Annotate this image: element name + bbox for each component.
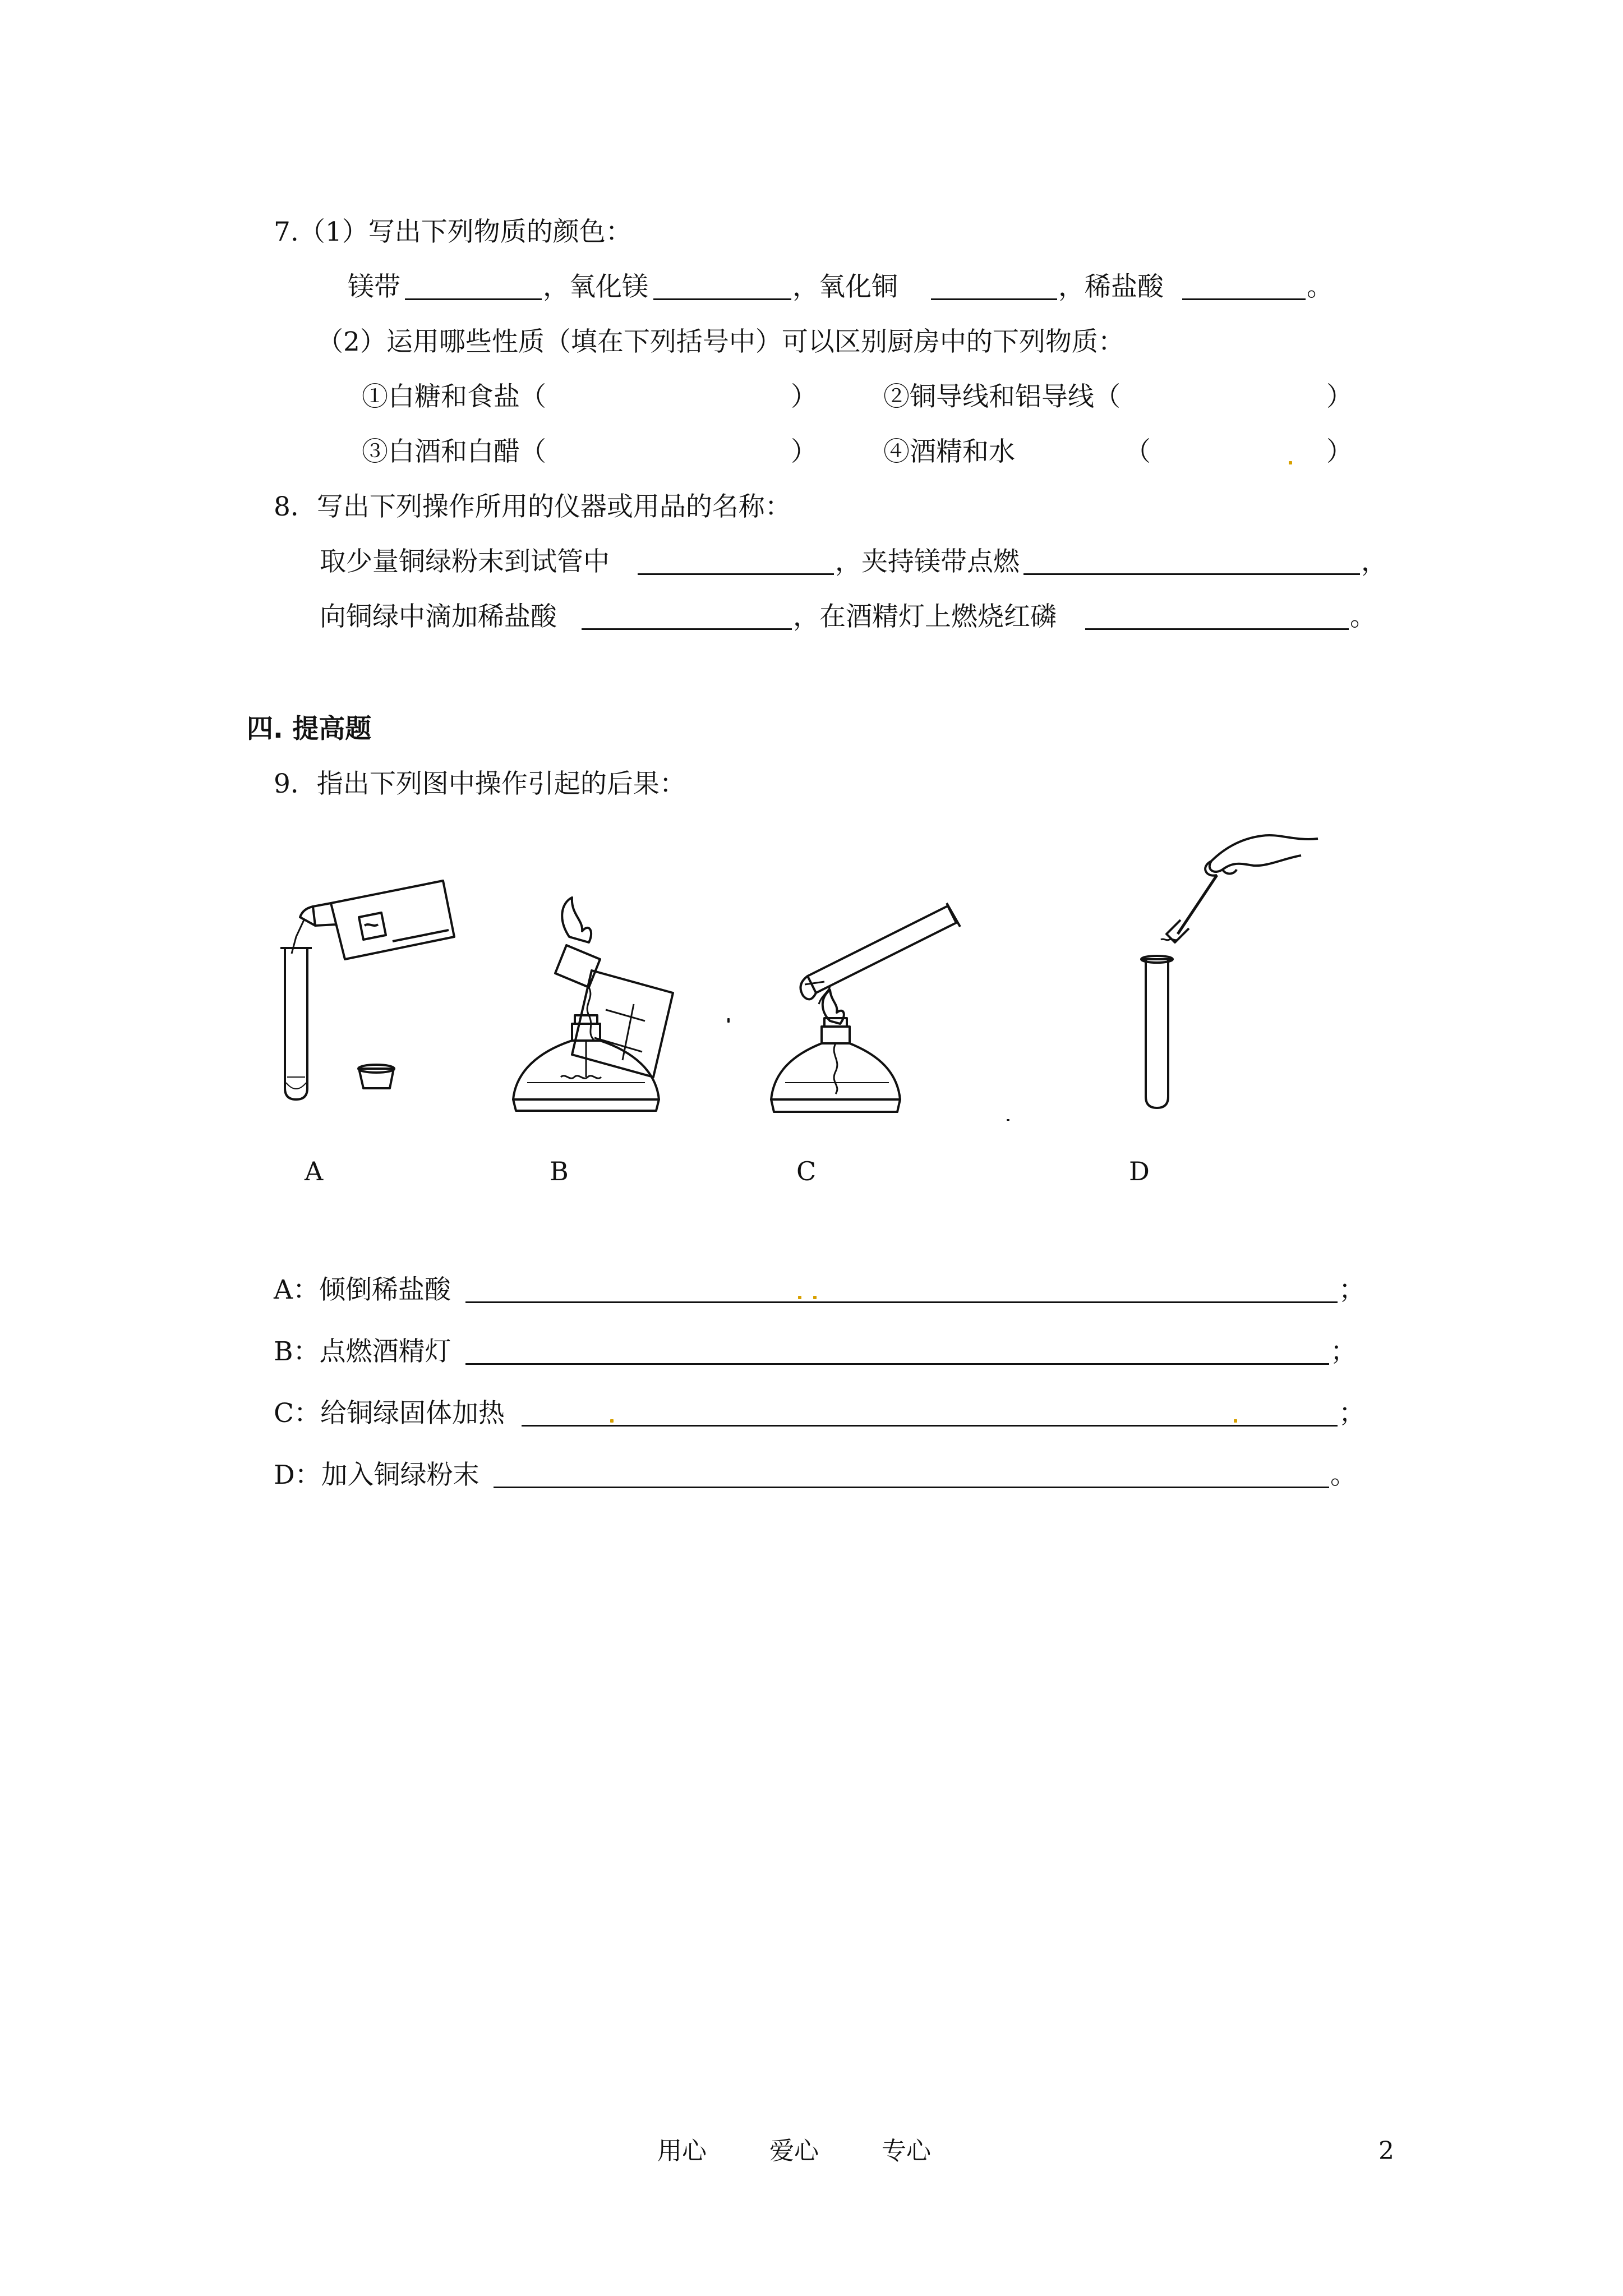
op-4-end: 。 (1350, 601, 1376, 632)
mark-1 (727, 1018, 730, 1023)
color-label-cuo: ，氧化铜 (792, 272, 898, 302)
answer-b-end: ； (1330, 1336, 1357, 1367)
blank-op-3[interactable] (582, 628, 792, 630)
pair-3-label: ③白酒和白醋（ (362, 436, 546, 467)
answer-a-label: A：倾倒稀盐酸 (274, 1274, 451, 1305)
speck (610, 1419, 614, 1423)
blank-op-1[interactable] (638, 573, 834, 575)
color-label-mgo: ，氧化镁 (543, 272, 648, 302)
answer-d-label: D：加入铜绿粉末 (274, 1460, 479, 1490)
figure-a-pouring (275, 841, 460, 1111)
q8-intro: 8．写出下列操作所用的仪器或用品的名称： (274, 491, 791, 522)
pair-2-label: ②铜导线和铝导线（ (883, 381, 1121, 412)
blank-op-2[interactable] (1023, 573, 1360, 575)
q7-part2: （2）运用哪些性质（填在下列括号中）可以区别厨房中的下列物质： (317, 326, 1124, 357)
blank-cuo[interactable] (931, 298, 1057, 300)
answer-c-end: ； (1339, 1398, 1365, 1429)
pair-2-close: ） (1326, 381, 1353, 412)
answer-c-label: C：给铜绿固体加热 (274, 1398, 505, 1429)
op-2-end: ， (1361, 546, 1387, 577)
q9-intro: 9．指出下列图中操作引起的后果： (274, 769, 686, 799)
figure-c-heating (768, 892, 981, 1128)
page-number: 2 (1378, 2137, 1394, 2165)
figure-label-b: B (550, 1156, 569, 1186)
blank-magnesium[interactable] (405, 298, 542, 300)
figure-label-a: A (305, 1156, 324, 1186)
pair-4-open: （ (1124, 436, 1151, 467)
pair-1-label: ①白糖和食盐（ (362, 381, 546, 412)
color-label-magnesium: 镁带 (348, 272, 400, 302)
blank-hcl[interactable] (1182, 298, 1306, 300)
answer-b-blank[interactable] (465, 1363, 1329, 1365)
q7-intro: 7.（1）写出下列物质的颜色： (274, 217, 632, 247)
blank-op-4[interactable] (1085, 628, 1349, 630)
figure-b-lamp-to-lamp (505, 898, 746, 1128)
figure-label-c: C (796, 1156, 817, 1186)
blank-mgo[interactable] (653, 298, 791, 300)
answer-d-end: 。 (1330, 1460, 1357, 1490)
speck (1289, 461, 1292, 464)
op-3-label: 向铜绿中滴加稀盐酸 (320, 601, 557, 632)
footer-motto-2: 爱心 (769, 2137, 819, 2165)
answer-d-blank[interactable] (494, 1487, 1329, 1488)
footer-motto-1: 用心 (657, 2137, 707, 2165)
figure-d-adding-powder (1127, 822, 1329, 1116)
pair-3-close: ） (791, 436, 817, 467)
footer-motto-3: 专心 (882, 2137, 931, 2165)
pair-4-close: ） (1326, 436, 1353, 467)
section-heading: 四. 提高题 (247, 714, 372, 744)
answer-b-label: B：点燃酒精灯 (274, 1336, 451, 1367)
mark-2 (1007, 1119, 1009, 1121)
answer-a-end: ； (1339, 1274, 1365, 1305)
op-1-label: 取少量铜绿粉末到试管中 (320, 546, 610, 577)
pair-1-close: ） (791, 381, 817, 412)
pair-4-label: ④酒精和水 (883, 436, 1015, 467)
speck (1234, 1419, 1237, 1423)
speck (813, 1296, 817, 1299)
speck (798, 1296, 801, 1299)
op-2-label: ，夹持镁带点燃 (835, 546, 1020, 577)
answer-c-blank[interactable] (522, 1425, 1338, 1427)
color-label-hcl: ，稀盐酸 (1058, 272, 1164, 302)
figure-label-d: D (1129, 1156, 1150, 1186)
answer-a-blank[interactable] (465, 1301, 1338, 1303)
color-end: 。 (1307, 272, 1333, 302)
op-4-label: ，在酒精灯上燃烧红磷 (793, 601, 1057, 632)
